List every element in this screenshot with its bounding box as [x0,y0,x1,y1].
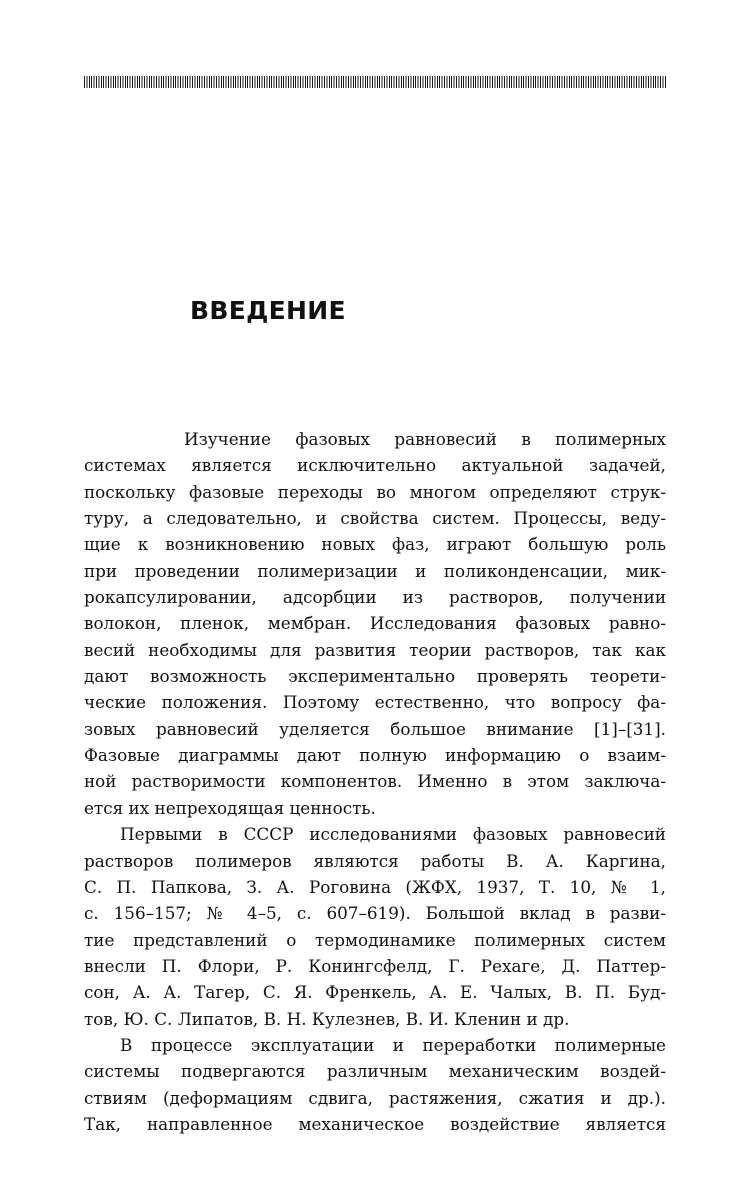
text-line: внесли П. Флори, Р. Конингсфелд, Г. Рехаге, Д. Паттер- [84,955,666,976]
text-line: зовых равновесий уделяется большое внимание [1]–[31]. [84,718,666,739]
text-line: при проведении полимеризации и поликонденсации, мик- [84,560,666,581]
text-line: волокон, пленок, мембран. Исследования фазовых равно- [84,613,666,634]
paragraph-2 [84,821,666,1032]
text-line: ется их непреходящая ценность. [84,797,376,818]
text-line: ствиям (деформациям сдвига, растяжения, сжатия и др.). [84,1087,666,1108]
text-line: рокапсулировании, адсорбции из растворов, получении [84,587,666,608]
text-line: системы подвергаются различным механическим воздей- [84,1061,666,1082]
text-line: поскольку фазовые переходы во многом определяют струк- [84,481,666,502]
paragraph-3 [84,1032,666,1137]
chapter-title: ВВЕДЕНИЕ [190,296,346,325]
text-line: тие представлений о термодинамике полимерных систем [84,929,666,950]
text-line: весий необходимы для развития теории растворов, так как [84,639,666,660]
text-line: В процессе эксплуатации и переработки полимерные [120,1034,666,1055]
text-line: тов, Ю. С. Липатов, В. Н. Кулезнев, В. И. Кленин и др. [84,1008,570,1029]
text-line: щие к возникновению новых фаз, играют большую роль [84,534,666,555]
text-line: системах является исключительно актуальной задачей, [84,455,666,476]
text-line: с. 156–157; № 4–5, с. 607–619). Большой вклад в разви- [84,903,666,924]
text-line: ной растворимости компонентов. Именно в этом заключа- [84,771,666,792]
text-line: Фазовые диаграммы дают полную информацию о взаим- [84,745,666,766]
text-line: дают возможность экспериментально проверять теорети- [84,666,666,687]
text-line: растворов полимеров являются работы В. А. Каргина, [84,850,666,871]
text-line: С. П. Папкова, З. А. Роговина (ЖФХ, 1937, Т. 10, № 1, [84,876,666,897]
text-line: сон, А. А. Тагер, С. Я. Френкель, А. Е. Чалых, В. П. Буд- [84,982,666,1003]
header-rule [84,76,666,88]
text-line: Так, направленное механическое воздействие является [84,1113,666,1134]
body-text [84,426,666,1137]
text-line: Изучение фазовых равновесий в полимерных [184,429,666,449]
text-line: Первыми в СССР исследованиями фазовых равновесий [120,824,666,845]
paragraph-1 [84,426,666,821]
text-line: ческие положения. Поэтому естественно, что вопросу фа- [84,692,666,713]
text-line: туру, а следовательно, и свойства систем. Процессы, веду- [84,508,666,529]
